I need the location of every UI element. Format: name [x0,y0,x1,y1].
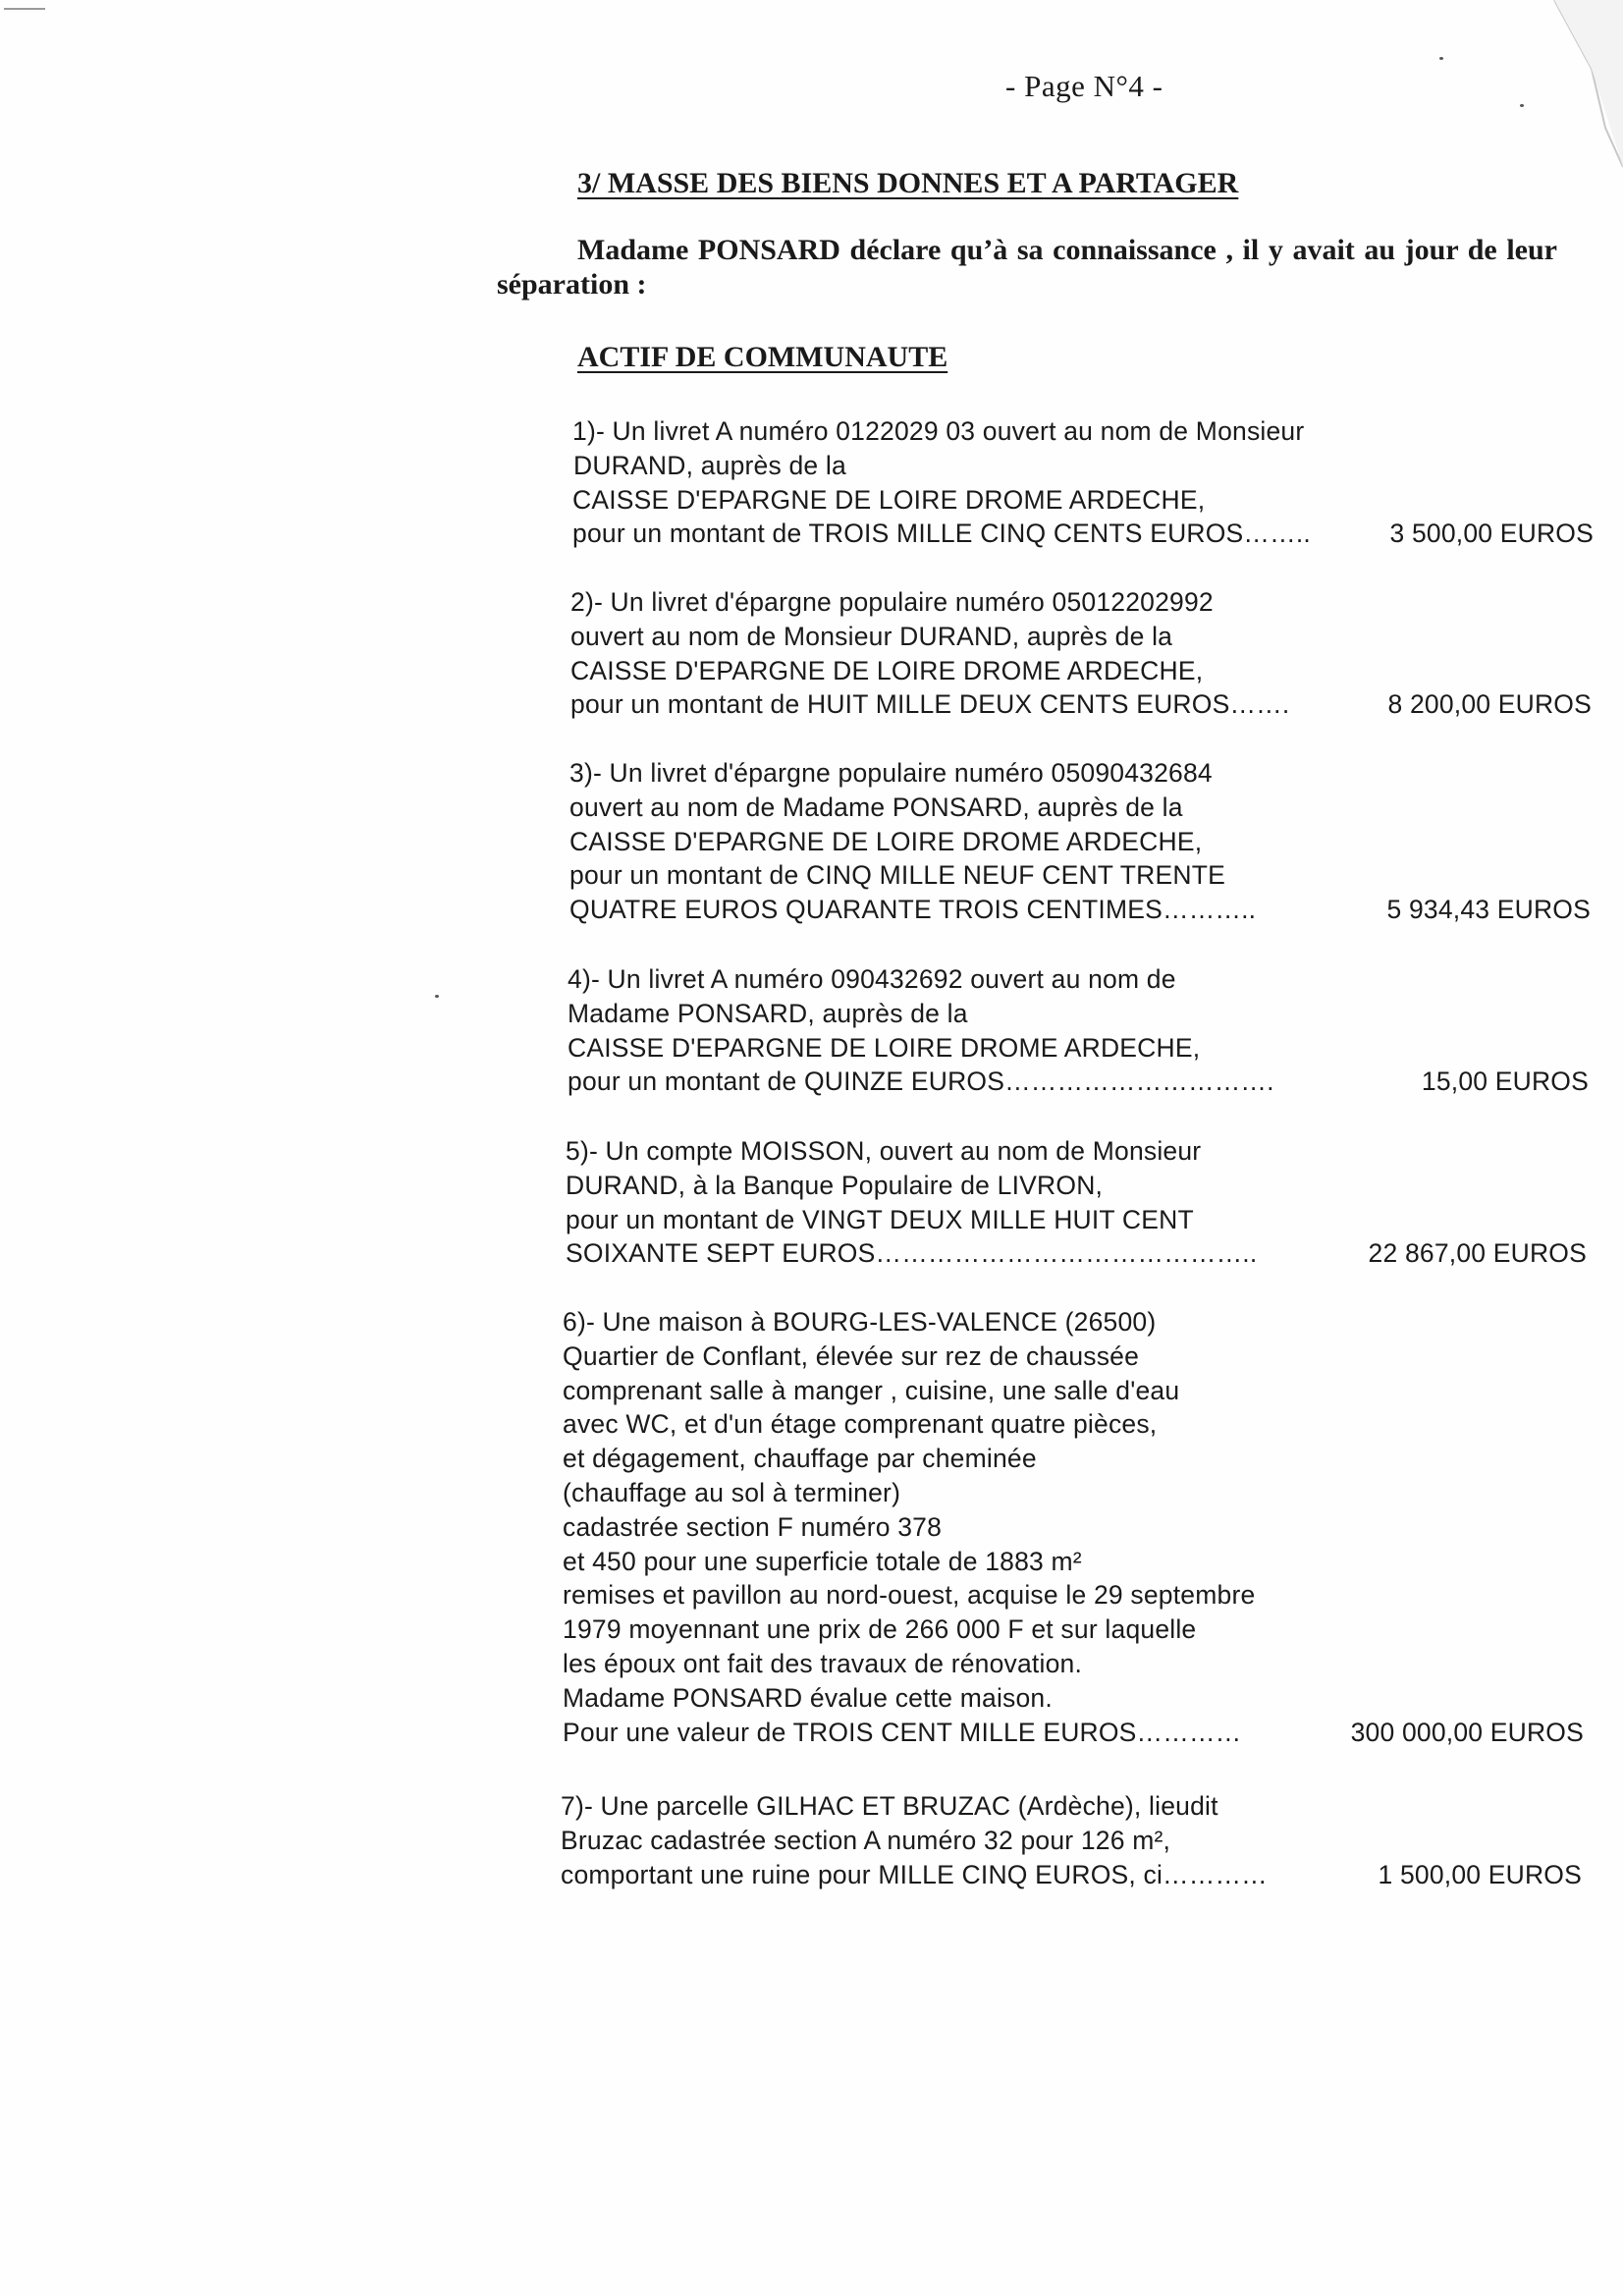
item-line: pour un montant de VINGT DEUX MILLE HUIT CENT [566,1204,1194,1234]
asset-item [566,1134,1587,1271]
item-line: cadastrée section F numéro 378 [563,1511,943,1542]
item-line: les époux ont fait des travaux de rénovation. [563,1648,1083,1678]
scan-speck [435,995,439,998]
scan-mark [4,8,45,10]
asset-item [570,585,1592,722]
assets-subtitle: ACTIF DE COMMUNAUTE [577,341,948,373]
item-line: comportant une ruine pour MILLE CINQ EUROS, ci………… [561,1859,1268,1889]
item-amount: 300 000,00 EUROS [1350,1717,1584,1747]
scan-edge-artifact [1535,0,1623,187]
item-total-row [568,1065,1589,1099]
item-line: pour un montant de TROIS MILLE CINQ CENTS EUROS…….. [572,519,1311,549]
item-total-row [566,1236,1587,1271]
asset-item [563,1305,1584,1749]
item-total-row [572,517,1594,551]
item-line: (chauffage au sol à terminer) [563,1477,901,1507]
item-line: ouvert au nom de Madame PONSARD, auprès de la [569,792,1183,822]
item-line: pour un montant de QUINZE EUROS…………………………. [568,1066,1274,1097]
item-line: pour un montant de CINQ MILLE NEUF CENT TRENTE [569,860,1225,891]
item-line: CAISSE D'EPARGNE DE LOIRE DROME ARDECHE, [570,655,1204,685]
item-line: avec WC, et d'un étage comprenant quatre pièces, [563,1409,1158,1440]
item-total-row [570,687,1592,722]
section-title: 3/ MASSE DES BIENS DONNES ET A PARTAGER [577,167,1239,199]
item-line: 5)- Un compte MOISSON, ouvert au nom de Monsieur [566,1136,1202,1166]
item-line: 6)- Une maison à BOURG-LES-VALENCE (26500) [563,1307,1157,1337]
item-line: comprenant salle à manger , cuisine, une salle d'eau [563,1375,1180,1405]
item-amount: 3 500,00 EUROS [1389,519,1594,549]
item-line: CAISSE D'EPARGNE DE LOIRE DROME ARDECHE, [568,1032,1201,1063]
item-amount: 22 867,00 EUROS [1368,1238,1587,1269]
asset-item [569,756,1591,927]
item-line: CAISSE D'EPARGNE DE LOIRE DROME ARDECHE, [569,826,1203,856]
item-line: remises et pavillon au nord-ouest, acquise le 29 septembre [563,1580,1256,1611]
page-number: - Page N°4 - [1005,69,1163,103]
item-line: Bruzac cadastrée section A numéro 32 pour 126 m², [561,1825,1171,1855]
item-line: ouvert au nom de Monsieur DURAND, auprès de la [570,621,1173,651]
item-amount: 1 500,00 EUROS [1378,1859,1582,1889]
item-total-row [563,1716,1584,1750]
item-line: 4)- Un livret A numéro 090432692 ouvert au nom de [568,964,1176,994]
scan-speck [1439,57,1443,60]
item-line: pour un montant de HUIT MILLE DEUX CENTS EUROS……. [570,689,1290,720]
item-line: QUATRE EUROS QUARANTE TROIS CENTIMES……….. [569,895,1257,925]
item-amount: 5 934,43 EUROS [1386,895,1591,925]
item-line: Quartier de Conflant, élevée sur rez de chaussée [563,1340,1140,1371]
scan-speck [1520,104,1524,107]
item-line: et dégagement, chauffage par cheminée [563,1444,1037,1474]
item-line: 3)- Un livret d'épargne populaire numéro 05090432684 [569,758,1213,788]
item-line: 7)- Une parcelle GILHAC ET BRUZAC (Ardèche), lieudit [561,1791,1218,1821]
item-line: 1)- Un livret A numéro 0122029 03 ouvert au nom de Monsieur [572,416,1305,446]
item-line: Pour une valeur de TROIS CENT MILLE EUROS………… [563,1717,1242,1747]
item-total-row [561,1858,1582,1892]
asset-item [568,962,1589,1099]
item-line: CAISSE D'EPARGNE DE LOIRE DROME ARDECHE, [572,484,1206,515]
item-line: SOIXANTE SEPT EUROS…………………………………….. [566,1238,1258,1269]
asset-item [572,414,1594,551]
item-amount: 15,00 EUROS [1421,1066,1589,1097]
item-line: 2)- Un livret d'épargne populaire numéro 05012202992 [570,587,1214,617]
item-line: et 450 pour une superficie totale de 1883 m² [563,1546,1082,1576]
item-line: DURAND, à la Banque Populaire de LIVRON, [566,1170,1104,1200]
item-amount: 8 200,00 EUROS [1387,689,1592,720]
item-line: Madame PONSARD évalue cette maison. [563,1682,1053,1713]
item-line: DURAND, auprès de la [573,450,846,480]
item-line: 1979 moyennant une prix de 266 000 F et sur laquelle [563,1614,1197,1645]
item-total-row [569,893,1591,927]
item-line: Madame PONSARD, auprès de la [568,998,968,1028]
asset-item [561,1789,1582,1891]
declaration-paragraph: Madame PONSARD déclare qu’à sa connaissance , il y avait au jour de leur séparation : [497,234,1557,301]
